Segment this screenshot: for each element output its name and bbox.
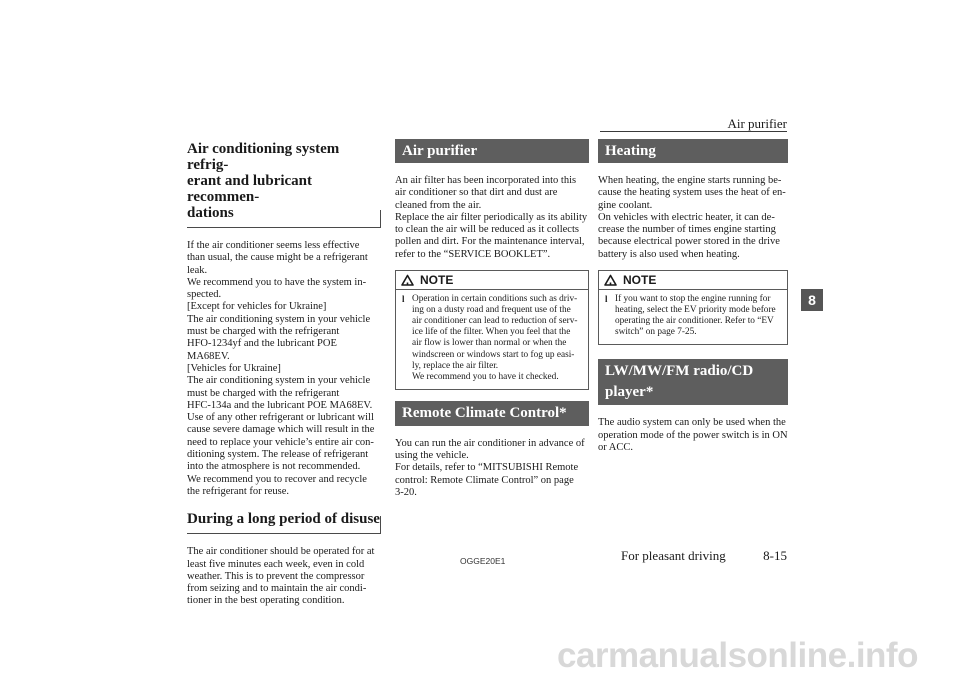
column-1 xyxy=(187,139,381,608)
header-rule xyxy=(600,131,787,132)
footer-section-title: For pleasant driving xyxy=(621,548,726,563)
note-item: l Operation in certain conditions such as driv- ing on a dusty road and frequent use of the air conditioner can lead to reduction of serv- ice life of the filter. When you feel that the air flow is lower than normal or when the windscreen or windows start to fog up easi- ly, replace the air filter. We recommend you to have it checked. xyxy=(402,294,578,382)
bullet-icon: l xyxy=(605,294,608,305)
heading-disuse: During a long period of disuse xyxy=(187,509,381,534)
info-circle-icon xyxy=(603,274,618,287)
chapter-tab: 8 xyxy=(801,289,823,311)
paragraph-refrigerant: If the air conditioner seems less effective than usual, the cause might be a refrigerant leak. We recommend you to have the system in- spected. [Except for vehicles for Ukraine] The air conditioning system in your vehicle must be charged with the refrigerant HFO-1234yf and the lubricant POE MA68EV. [Vehicles for Ukraine] The air conditioning system in your vehicle must be charged with the refrigerant HFC-134a and the lubricant POE MA68EV. Use of any other refrigerant or lubricant will cause severe damage which will result in the need to replace your vehicle’s entire air con- ditioning system. The release of refrigerant into the atmosphere is not recommended. We recommend you to recover and recycle the refrigerant for reuse. xyxy=(187,240,375,497)
paragraph-heating: When heating, the engine starts running be- cause the heating system uses the heat of en- gine coolant. On vehicles with electric heater, it can de- crease the number of times engine starting because electrical power stored in the drive battery is also used when heating. xyxy=(598,175,786,260)
paragraph-air-purifier: An air filter has been incorporated into this air conditioner so that dirt and dust are cleaned from the air. Replace the air filter periodically as its ability to clean the air will be reduced as it collects pollen and dirt. For the maintenance interval, refer to the “SERVICE BOOKLET”. xyxy=(395,175,588,260)
running-header: Air purifier xyxy=(727,116,787,131)
page-number: 8-15 xyxy=(763,548,787,563)
heading-radio: LW/MW/FM radio/CD player* xyxy=(598,359,788,405)
column-3 xyxy=(598,139,788,454)
heading-heating: Heating xyxy=(598,139,788,163)
heading-air-purifier: Air purifier xyxy=(395,139,589,163)
note-label: NOTE xyxy=(420,273,454,288)
info-circle-icon xyxy=(400,274,415,287)
bullet-icon: l xyxy=(402,294,405,305)
note-item: l If you want to stop the engine running for heating, select the EV priority mode before operating the air conditioner. Refer to “EV switch” on page 7-25. xyxy=(605,294,776,338)
note-label: NOTE xyxy=(623,273,657,288)
paragraph-radio: The audio system can only be used when the operation mode of the power switch is in ON or ACC. xyxy=(598,417,788,454)
heading-refrigerant: Air conditioning system refrig- erant and lubricant recommen- dations xyxy=(187,139,381,228)
heading-remote-climate: Remote Climate Control* xyxy=(395,401,589,426)
paragraph-remote-climate: You can run the air conditioner in advance of using the vehicle. For details, refer to “MITSUBISHI Remote control: Remote Climate Control” on page 3-20. xyxy=(395,437,585,499)
paragraph-disuse: The air conditioner should be operated for at least five minutes each week, even in cold weather. This is to prevent the compressor from seizing and to maintain the air condi- tioner in the best operating condition. xyxy=(187,546,375,607)
watermark: carmanualsonline.info xyxy=(557,636,918,675)
note-box-ev xyxy=(598,270,788,345)
document-code: OGGE20E1 xyxy=(460,556,506,566)
column-2 xyxy=(395,139,589,499)
note-box-filter xyxy=(395,270,589,390)
